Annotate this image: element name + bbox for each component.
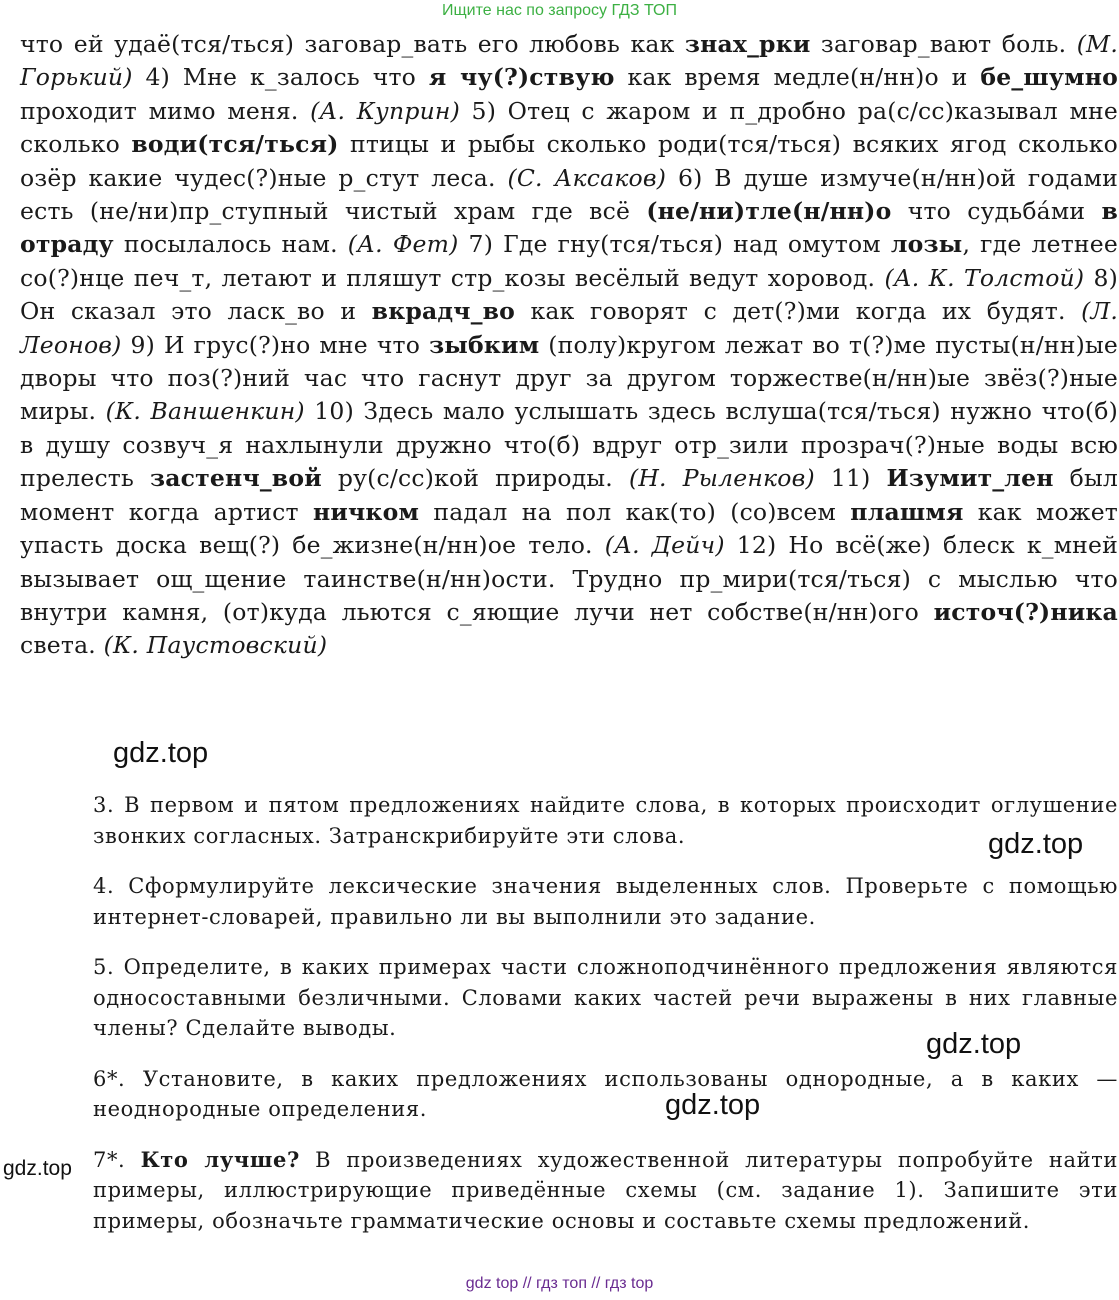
text-segment: как может упасть доска вещ(?) бе_жизне(н/нн)ое тело. (20, 497, 1119, 560)
text-segment: проходит мимо меня. (20, 96, 311, 125)
watermark: gdz.top (926, 1028, 1022, 1060)
text-segment: как говорят с дет(?)ми когда их будят. (515, 297, 1082, 326)
task-bold-title: Кто лучше? (140, 1146, 300, 1172)
text-segment: света. (20, 631, 104, 660)
author-attribution: (Н. Рыленков) (628, 464, 815, 493)
text-segment: что ей удаё(тся/ться) заговар_вать его любовь как (20, 30, 685, 58)
highlighted-word: бе_шумно (980, 63, 1118, 92)
watermark: gdz.top (988, 828, 1084, 860)
text-segment: 6) В душе измуче(н/нн)ой годами есть (не/ни)пр_ступный чистый храм где всё (20, 163, 1119, 226)
text-segment: 11) (814, 464, 887, 493)
header-banner: Ищите нас по запросу ГДЗ ТОП (442, 2, 677, 19)
text-segment: был момент когда артист (20, 464, 1119, 526)
task-number: 5. (93, 955, 115, 979)
highlighted-word: води(тся/ться) (131, 130, 339, 159)
text-segment: ру(с/сс)кой природы. (321, 464, 629, 493)
text-segment: 5) Отец с жаром и п_дробно ра(с/сс)казывал мне сколько (20, 96, 1118, 159)
highlighted-word: (не/ни)тле(н/нн)о (646, 197, 892, 226)
highlighted-word: вкрадч_во (371, 297, 516, 326)
task-number: 3. (93, 793, 115, 817)
text-segment: 10) Здесь мало услышать здесь вслуша(тся/ться) нужно что(б) в душу созвуч_я нахлынули дружно что(б) вдруг отр_зили прозрач(?)ные воды всю прелесть (20, 397, 1118, 493)
text-segment: заговар_вают боль. (810, 30, 1077, 58)
task-3 (93, 790, 1118, 851)
task-list (93, 790, 1118, 1256)
text-segment: 7) Где гну(тся/ться) над омутом (458, 230, 891, 259)
author-attribution: (А. К. Толстой) (884, 263, 1085, 292)
highlighted-word: Изумит_лен (886, 464, 1054, 493)
highlighted-word: знах_рки (684, 30, 811, 58)
highlighted-word: ничком (313, 497, 420, 526)
author-attribution: (А. Фет) (347, 230, 459, 259)
task-6 (93, 1064, 1118, 1125)
author-attribution: (К. Ваншенкин) (105, 397, 305, 426)
highlighted-word: застенч_вой (150, 464, 322, 493)
text-segment: как время медле(н/нн)о и (614, 63, 981, 92)
task-number: 7*. (93, 1147, 126, 1172)
author-attribution: (А. Куприн) (310, 96, 460, 125)
task-7 (93, 1145, 1118, 1237)
highlighted-word: плашмя (850, 497, 964, 526)
highlighted-word: лозы (890, 230, 963, 259)
text-segment: посылалось нам. (113, 230, 348, 259)
text-segment: 4) Мне к_залось что (132, 63, 429, 92)
text-segment: 12) Но всё(же) блеск к_мней вызывает ощ_щение таинстве(н/нн)ости. Трудно пр_мири(тся/ться) с мыслью что внутри камня, (от)куда льются с_яющие лучи нет собстве(н/нн)ого (20, 531, 1119, 626)
exercise-text (20, 28, 1118, 663)
text-segment: что судьба́ми (891, 197, 1102, 226)
task-number: 4. (93, 874, 115, 898)
author-attribution: (К. Паустовский) (103, 631, 328, 660)
author-attribution: (Л. Леонов) (20, 297, 1118, 359)
highlighted-word: зыбким (429, 330, 540, 359)
highlighted-word: в отраду (20, 197, 1118, 259)
task-number: 6*. (93, 1066, 126, 1091)
watermark: gdz.top (3, 1157, 72, 1180)
task-text: Установите, в каких предложениях использованы однородные, а в каких — неоднородные определения. (93, 1066, 1118, 1121)
watermark: gdz.top (665, 1089, 761, 1121)
text-segment: птицы и рыбы сколько роди(тся/ться) всяких ягод сколько озёр какие чудес(?)ные р_стут леса. (20, 130, 1118, 192)
text-segment: (полу)кругом лежат во т(?)ме пусты(н/нн)ые дворы что поз(?)ний час что гаснут друг за другом торжестве(н/нн)ые звёз(?)ные миры. (20, 330, 1119, 426)
task-text: Сформулируйте лексические значения выделенных слов. Проверьте с помощью интернет-словарей, правильно ли вы выполнили это задание. (93, 874, 1118, 929)
highlighted-word: я чу(?)ствую (428, 63, 615, 92)
text-segment: падал на пол как(то) (со)всем (419, 497, 851, 526)
footer-banner: gdz top // гдз топ // гдз top (465, 1275, 654, 1292)
text-segment: 8) Он сказал это ласк_во и (20, 263, 1118, 326)
task-4 (93, 871, 1118, 932)
author-attribution: (С. Аксаков) (507, 163, 667, 192)
author-attribution: (А. Дейч) (604, 531, 725, 560)
text-segment: 9) И грус(?)но мне что (121, 330, 430, 359)
task-text: В первом и пятом предложениях найдите слова, в которых происходит оглушение звонких согласных. Затранскрибируйте эти слова. (93, 793, 1118, 848)
watermark: gdz.top (113, 737, 209, 769)
author-attribution: (М. Горький) (20, 30, 1118, 92)
task-text: В произведениях художественной литературы попробуйте найти примеры, иллюстрирующие приведённые схемы (см. задание 1). Запишите эти примеры, обозначьте грамматические основы и составьте схемы предложений. (93, 1147, 1118, 1233)
text-segment: , где летнее со(?)нце печ_т, летают и пляшут стр_козы весёлый ведут хоровод. (20, 230, 1118, 292)
task-text: Определите, в каких примерах части сложноподчинённого предложения являются односоставными безличными. Словами каких частей речи выражены в них главные члены? Сделайте выводы. (93, 955, 1118, 1040)
highlighted-word: источ(?)ника (933, 597, 1118, 626)
